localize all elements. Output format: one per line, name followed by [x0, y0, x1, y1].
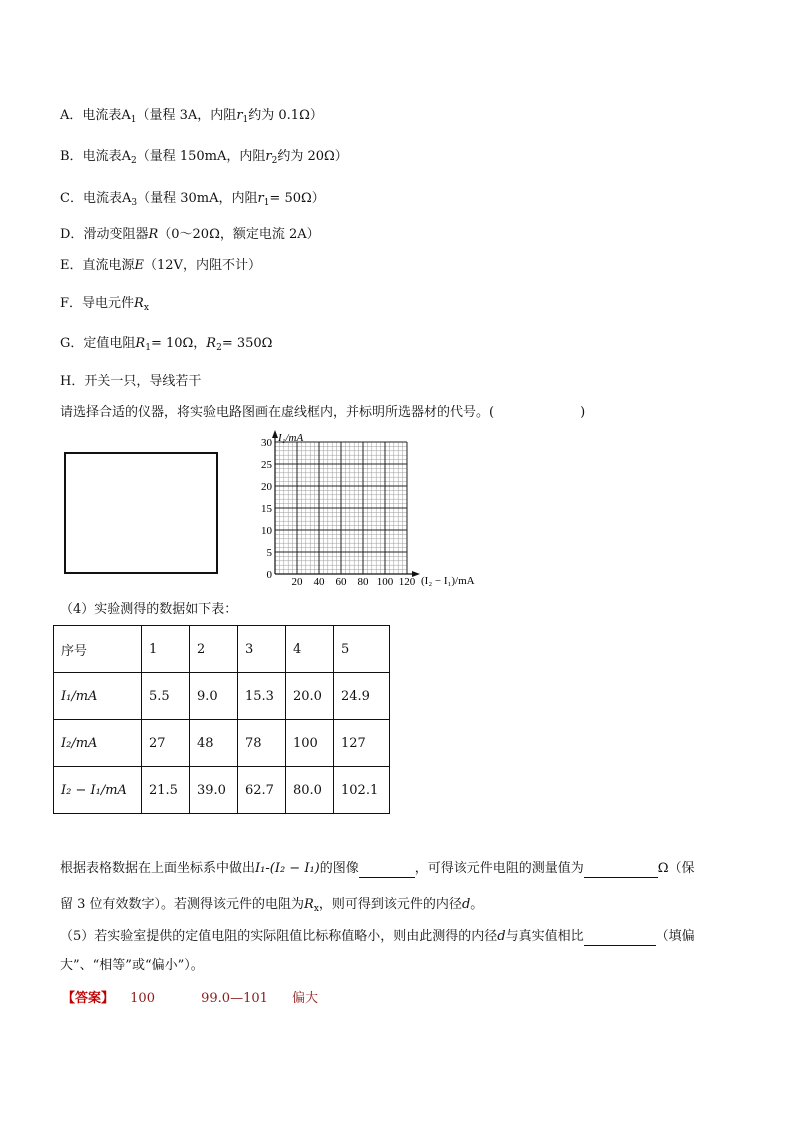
table-cell: 15.3	[238, 673, 286, 720]
x-tick-label: 60	[335, 576, 347, 588]
table-cell: 80.0	[286, 767, 334, 814]
table-row	[54, 720, 390, 767]
table-cell: 39.0	[190, 767, 238, 814]
option-g: G．定值电阻$R_1= 10\Omega$，$R_2= 350\Omega$	[60, 336, 273, 353]
row-header: 序号	[54, 626, 142, 673]
y-axis-label: I₁/mA	[278, 432, 304, 444]
part5-line2: 大”、“相等”或“偏小”）。	[60, 958, 204, 973]
origin-label: 0	[266, 569, 272, 581]
row-header: I₂ − I₁/mA	[54, 767, 142, 814]
option-e: E．直流电源E（12V，内阻不计）	[60, 258, 261, 273]
table-cell: 21.5	[142, 767, 190, 814]
y-tick-label: 10	[261, 525, 272, 537]
table-cell: 27	[142, 720, 190, 767]
table-row	[54, 767, 390, 814]
table-cell: 2	[190, 626, 238, 673]
row-header: I₂/mA	[54, 720, 142, 767]
answer-value-1: 100	[130, 991, 155, 1006]
table-cell: 100	[286, 720, 334, 767]
option-h: H．开关一只，导线若干	[60, 374, 202, 389]
x-tick-label: 120	[398, 576, 416, 588]
blank-compare[interactable]	[584, 931, 656, 946]
part4-intro: （4）实验测得的数据如下表：	[60, 602, 238, 617]
table-cell: 78	[238, 720, 286, 767]
table-row	[54, 626, 390, 673]
row-header: I₁/mA	[54, 673, 142, 720]
table-cell: 24.9	[334, 673, 390, 720]
y-tick-label: 20	[261, 481, 272, 493]
answer-label: 【答案】	[62, 991, 115, 1006]
y-tick-label: 25	[261, 459, 272, 471]
data-table	[53, 625, 390, 814]
x-tick-label: 20	[291, 576, 303, 588]
table-cell: 1	[142, 626, 190, 673]
table-cell: 102.1	[334, 767, 390, 814]
blank-resistance[interactable]	[584, 863, 658, 878]
table-cell: 9.0	[190, 673, 238, 720]
table-cell: 3	[238, 626, 286, 673]
table-cell: 20.0	[286, 673, 334, 720]
part5-line1: （5）若实验室提供的定值电阻的实际阻值比标称值略小，则由此测得的内径d与真实值相比 （填偏	[60, 929, 695, 944]
option-d: D．滑动变阻器R（0～20Ω，额定电流 2A）	[60, 227, 320, 242]
x-tick-label: 40	[313, 576, 325, 588]
circuit-drawing-box	[64, 452, 218, 574]
paragraph1-line2: 留 3 位有效数字）。若测得该元件的电阻为$R_x$，则可得到该元件的内径d。	[60, 897, 484, 914]
table-row	[54, 673, 390, 720]
x-tick-label: 100	[376, 576, 394, 588]
option-a: A．电流表$A_1$（量程 3A，内阻$r_1$约为 0.1Ω）	[60, 108, 323, 125]
table-cell: 5.5	[142, 673, 190, 720]
y-tick-label: 5	[266, 547, 272, 559]
x-axis-label: (I₂ − I₁)/mA	[421, 575, 475, 587]
instruction: 请选择合适的仪器，将实验电路图画在虚线框内，并标明所选器材的代号。( )	[60, 405, 586, 420]
answer-value-3: 偏大	[292, 991, 319, 1006]
y-tick-label: 15	[261, 503, 272, 515]
blank-graph[interactable]	[359, 863, 415, 878]
answer-value-2: 99.0—101	[201, 991, 268, 1006]
table-cell: 127	[334, 720, 390, 767]
answer-line	[62, 990, 318, 1008]
option-b: B．电流表$A_2$（量程 150mA，内阻$r_2$约为 20Ω）	[60, 149, 348, 166]
x-tick-label: 80	[357, 576, 369, 588]
option-c: C．电流表$A_3$（量程 30mA，内阻$r_1= 50\Omega$）	[60, 191, 325, 208]
table-cell: 5	[334, 626, 390, 673]
table-cell: 48	[190, 720, 238, 767]
y-tick-label: 30	[261, 437, 272, 449]
paragraph1-line1: 根据表格数据在上面坐标系中做出I₁-(I₂ − I₁)的图像 ，可得该元件电阻的测量值为 Ω（保	[60, 861, 695, 876]
table-cell: 4	[286, 626, 334, 673]
option-f: F．导电元件$R_x$	[60, 296, 149, 313]
graph-paper	[250, 428, 500, 590]
table-cell: 62.7	[238, 767, 286, 814]
